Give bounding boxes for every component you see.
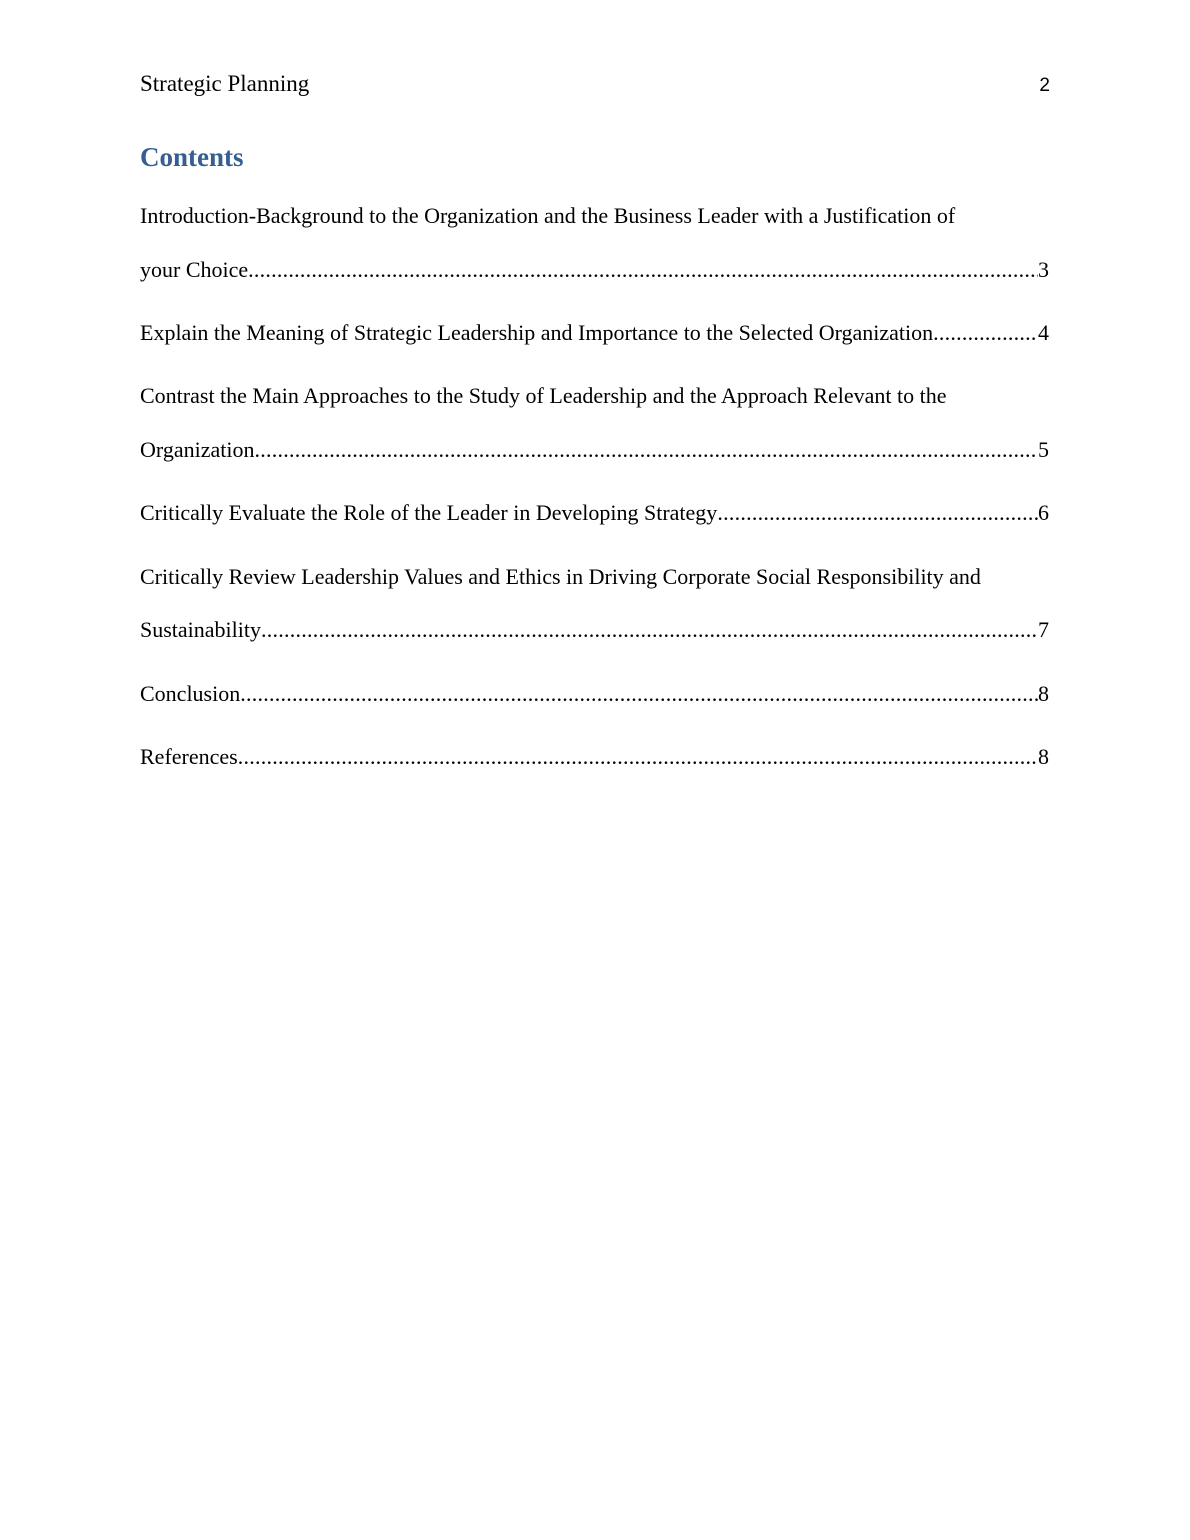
toc-entry-text: Sustainability <box>140 617 261 642</box>
dot-leader <box>717 495 1038 531</box>
toc-entry-2[interactable] <box>140 315 1049 351</box>
toc-page-number: 5 <box>1038 437 1049 462</box>
toc-page-number: 6 <box>1038 500 1049 525</box>
toc-entry-text: Explain the Meaning of Strategic Leadership and Importance to the Selected Organization <box>140 320 934 345</box>
toc-entry-7[interactable] <box>140 739 1049 775</box>
toc-heading: Contents <box>140 142 244 172</box>
running-head: Strategic Planning <box>140 71 310 96</box>
dot-leader <box>254 432 1038 468</box>
toc-entry-5-line-1[interactable]: Critically Review Leadership Values and Ethics in Driving Corporate Social Responsibility and <box>140 564 981 589</box>
dot-leader <box>240 676 1038 712</box>
toc-page-number: 8 <box>1038 744 1049 769</box>
toc-entry-text: Conclusion <box>140 681 241 706</box>
toc-entry-text: your Choice <box>140 257 249 282</box>
toc-entry-text: Organization <box>140 437 255 462</box>
dot-leader <box>933 315 1038 351</box>
dot-leader <box>248 252 1038 288</box>
toc-page-number: 3 <box>1038 257 1049 282</box>
toc-entry-text: Critically Evaluate the Role of the Leader in Developing Strategy <box>140 500 718 525</box>
toc-entry-6[interactable] <box>140 676 1049 712</box>
toc-entry-3-line-1[interactable]: Contrast the Main Approaches to the Study of Leadership and the Approach Relevant to the <box>140 383 947 408</box>
toc-entry-5[interactable] <box>140 612 1049 648</box>
page-header <box>140 68 1050 100</box>
toc-entry-1[interactable] <box>140 252 1049 288</box>
toc-entry-4[interactable] <box>140 495 1049 531</box>
toc-page-number: 8 <box>1038 681 1049 706</box>
toc-entry-3[interactable] <box>140 432 1049 468</box>
dot-leader <box>238 739 1038 775</box>
dot-leader <box>261 612 1038 648</box>
toc-entry-text: References <box>140 744 238 769</box>
page-number: 2 <box>1039 75 1050 96</box>
toc-page-number: 4 <box>1038 320 1049 345</box>
toc-page-number: 7 <box>1038 617 1049 642</box>
toc-entry-1-line-1[interactable]: Introduction-Background to the Organization and the Business Leader with a Justification of <box>140 203 956 228</box>
